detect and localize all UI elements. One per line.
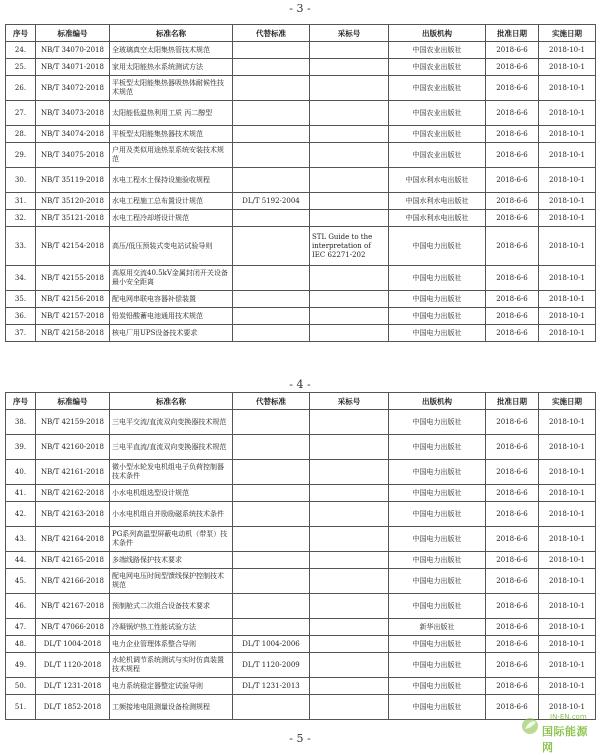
column-header: 代替标准: [233, 25, 310, 42]
table-cell: 2018-6-6: [486, 594, 539, 619]
leaf-logo-icon: [520, 716, 540, 736]
table-cell: DL/T 1231-2018: [36, 678, 110, 695]
table-cell: PG系列高温型屏蔽电动机（带泵）技术条件: [110, 527, 233, 552]
table-cell: [310, 460, 389, 485]
table-cell: 小水电机组选型设计规范: [110, 485, 233, 502]
table-row: [6, 76, 596, 101]
table-cell: [310, 325, 389, 342]
table-cell: NB/T 42162-2018: [36, 485, 110, 502]
table-cell: 电力企业管理体系整合导则: [110, 636, 233, 653]
table-cell: 核电厂用UPS设备技术要求: [110, 325, 233, 342]
table-cell: [233, 291, 310, 308]
table-cell: 中国电力出版社: [389, 678, 486, 695]
table-row: [6, 695, 596, 720]
table-cell: [310, 143, 389, 168]
table-cell: 2018-6-6: [486, 266, 539, 291]
column-header: 序号: [6, 393, 36, 410]
table-cell: 2018-10-1: [539, 619, 596, 636]
table-cell: [233, 168, 310, 193]
table-cell: 2018-6-6: [486, 42, 539, 59]
table-cell: 中国电力出版社: [389, 266, 486, 291]
table-row: [6, 619, 596, 636]
table-cell: 中国电力出版社: [389, 552, 486, 569]
table-cell: NB/T 42155-2018: [36, 266, 110, 291]
table-cell: 2018-6-6: [486, 76, 539, 101]
table-cell: 2018-6-6: [486, 126, 539, 143]
table-row: [6, 410, 596, 435]
table-cell: 中国电力出版社: [389, 636, 486, 653]
table-cell: 2018-10-1: [539, 168, 596, 193]
table-cell: DL/T 1852-2018: [36, 695, 110, 720]
table-row: [6, 168, 596, 193]
table-cell: [310, 101, 389, 126]
table-row: [6, 59, 596, 76]
table-cell: [233, 552, 310, 569]
table-row: [6, 502, 596, 527]
column-header: 出版机构: [389, 393, 486, 410]
table-cell: 37.: [6, 325, 36, 342]
table-cell: [233, 435, 310, 460]
table-cell: 2018-6-6: [486, 636, 539, 653]
table-cell: [233, 695, 310, 720]
table-cell: 42.: [6, 502, 36, 527]
page-number-3: - 3 -: [289, 2, 311, 15]
table-cell: 2018-6-6: [486, 678, 539, 695]
table-cell: [310, 552, 389, 569]
table-cell: [233, 502, 310, 527]
table-cell: 中国电力出版社: [389, 527, 486, 552]
table-cell: 2018-6-6: [486, 485, 539, 502]
table-cell: 49.: [6, 653, 36, 678]
table-cell: [233, 126, 310, 143]
table-cell: 2018-6-6: [486, 653, 539, 678]
column-header: 标准名称: [110, 25, 233, 42]
table-row: [6, 210, 596, 227]
table-cell: 2018-10-1: [539, 410, 596, 435]
table-cell: [233, 619, 310, 636]
table-row: [6, 308, 596, 325]
table-cell: STL Guide to the interpretation of IEC 62271-202: [310, 227, 389, 266]
table-row: [6, 594, 596, 619]
table-cell: [310, 308, 389, 325]
table-cell: [310, 210, 389, 227]
table-cell: 48.: [6, 636, 36, 653]
table-cell: NB/T 42161-2018: [36, 460, 110, 485]
table-cell: NB/T 42158-2018: [36, 325, 110, 342]
table-row: [6, 653, 596, 678]
table-cell: 中国农业出版社: [389, 42, 486, 59]
table-cell: 中国农业出版社: [389, 59, 486, 76]
table-cell: 2018-10-1: [539, 653, 596, 678]
watermark-domain: IN-EN.com: [550, 713, 587, 721]
table-cell: [310, 594, 389, 619]
table-cell: NB/T 42163-2018: [36, 502, 110, 527]
table-cell: 2018-6-6: [486, 227, 539, 266]
table-cell: 工频接地电阻测量设备检测规程: [110, 695, 233, 720]
table-cell: 2018-10-1: [539, 569, 596, 594]
table-cell: 44.: [6, 552, 36, 569]
table-cell: [310, 266, 389, 291]
table-cell: NB/T 34071-2018: [36, 59, 110, 76]
table-cell: DL/T 1231-2013: [233, 678, 310, 695]
table-cell: 配电网串联电容器补偿装置: [110, 291, 233, 308]
table-cell: 中国电力出版社: [389, 594, 486, 619]
table-cell: 平板型太阳能集热器吸热体耐候性技术规范: [110, 76, 233, 101]
table-cell: 2018-6-6: [486, 552, 539, 569]
table-cell: 2018-6-6: [486, 619, 539, 636]
column-header: 代替标准: [233, 393, 310, 410]
table-cell: 26.: [6, 76, 36, 101]
table-cell: 2018-10-1: [539, 435, 596, 460]
table-cell: 2018-10-1: [539, 291, 596, 308]
table-cell: 中国电力出版社: [389, 435, 486, 460]
table-cell: 中国水利水电出版社: [389, 168, 486, 193]
table-cell: NB/T 35121-2018: [36, 210, 110, 227]
table-cell: [233, 210, 310, 227]
column-header: 实施日期: [539, 25, 596, 42]
table-cell: 50.: [6, 678, 36, 695]
table-cell: 2018-6-6: [486, 59, 539, 76]
table-cell: 2018-10-1: [539, 308, 596, 325]
table-cell: [233, 101, 310, 126]
table-row: [6, 101, 596, 126]
table-row: [6, 42, 596, 59]
table-cell: 2018-10-1: [539, 594, 596, 619]
table-cell: 24.: [6, 42, 36, 59]
table-cell: 27.: [6, 101, 36, 126]
table-cell: 30.: [6, 168, 36, 193]
table-cell: 水电工程水土保持设施验收规程: [110, 168, 233, 193]
table-cell: [310, 193, 389, 210]
table-cell: 三电平直流/直流双向变换器技术规范: [110, 435, 233, 460]
table-cell: 预制舱式二次组合设备技术要求: [110, 594, 233, 619]
table-row: [6, 143, 596, 168]
column-header: 采标号: [310, 25, 389, 42]
table-cell: 25.: [6, 59, 36, 76]
table-row: [6, 291, 596, 308]
table-cell: 电力系统稳定器整定试验导则: [110, 678, 233, 695]
table-cell: [233, 569, 310, 594]
table-cell: 35.: [6, 291, 36, 308]
table-row: [6, 569, 596, 594]
table-cell: 中国电力出版社: [389, 695, 486, 720]
table-row: [6, 435, 596, 460]
table-cell: 38.: [6, 410, 36, 435]
table-cell: 2018-6-6: [486, 101, 539, 126]
table-cell: [233, 42, 310, 59]
column-header: 序号: [6, 25, 36, 42]
table-cell: DL/T 1004-2006: [233, 636, 310, 653]
table-cell: [233, 325, 310, 342]
table-cell: 51.: [6, 695, 36, 720]
table-cell: 2018-6-6: [486, 168, 539, 193]
table-cell: [233, 143, 310, 168]
table-cell: 2018-6-6: [486, 291, 539, 308]
table-cell: 2018-6-6: [486, 410, 539, 435]
table-cell: NB/T 34073-2018: [36, 101, 110, 126]
table-cell: [310, 126, 389, 143]
table-cell: 2018-6-6: [486, 569, 539, 594]
table-cell: [310, 502, 389, 527]
table-cell: 三电平交流/直流双向变换器技术规范: [110, 410, 233, 435]
page-number-5: - 5 -: [289, 732, 311, 745]
table-cell: [233, 410, 310, 435]
table-cell: 43.: [6, 527, 36, 552]
table-cell: [310, 42, 389, 59]
table-row: [6, 552, 596, 569]
table-cell: DL/T 5192-2004: [233, 193, 310, 210]
table-cell: [310, 569, 389, 594]
table-cell: 39.: [6, 435, 36, 460]
table-cell: 中国电力出版社: [389, 308, 486, 325]
table-cell: [310, 435, 389, 460]
table-row: [6, 527, 596, 552]
table-row: [6, 193, 596, 210]
table-cell: 平板型太阳能集热器技术规范: [110, 126, 233, 143]
table-cell: 2018-10-1: [539, 460, 596, 485]
table-cell: 铅炭铅酸蓄电池通用技术规范: [110, 308, 233, 325]
table-cell: NB/T 42165-2018: [36, 552, 110, 569]
table-cell: [310, 695, 389, 720]
table-cell: [233, 460, 310, 485]
table-cell: 中国电力出版社: [389, 325, 486, 342]
table-cell: NB/T 35119-2018: [36, 168, 110, 193]
table-cell: 47.: [6, 619, 36, 636]
table-cell: 水电工程施工总布置设计规范: [110, 193, 233, 210]
table-row: [6, 126, 596, 143]
table-cell: 中国农业出版社: [389, 143, 486, 168]
table-cell: 配电网电压时间型馈线保护控制技术规范: [110, 569, 233, 594]
table-cell: 2018-10-1: [539, 42, 596, 59]
table-cell: [310, 485, 389, 502]
table-cell: 中国电力出版社: [389, 569, 486, 594]
table-cell: 户用及类似用途热泵系统安装技术规范: [110, 143, 233, 168]
table-cell: [310, 527, 389, 552]
table-cell: 中国电力出版社: [389, 485, 486, 502]
table-cell: DL/T 1120-2018: [36, 653, 110, 678]
table-cell: 中国电力出版社: [389, 653, 486, 678]
table-cell: 2018-10-1: [539, 126, 596, 143]
table-cell: [233, 527, 310, 552]
column-header: 出版机构: [389, 25, 486, 42]
table-cell: [233, 594, 310, 619]
table-cell: 2018-10-1: [539, 101, 596, 126]
table-cell: [233, 308, 310, 325]
column-header: 批准日期: [486, 25, 539, 42]
table-cell: 水电工程冷却塔设计规范: [110, 210, 233, 227]
standards-table-1: [5, 24, 596, 342]
table-cell: 2018-10-1: [539, 76, 596, 101]
table-cell: NB/T 42164-2018: [36, 527, 110, 552]
table-cell: 2018-6-6: [486, 193, 539, 210]
table-cell: 中国农业出版社: [389, 126, 486, 143]
table-cell: 水轮机调节系统测试与实时仿真装置技术规程: [110, 653, 233, 678]
table-cell: 2018-10-1: [539, 552, 596, 569]
table-row: [6, 485, 596, 502]
table-cell: NB/T 34075-2018: [36, 143, 110, 168]
table-cell: 多端线路保护技术要求: [110, 552, 233, 569]
table-cell: 中国农业出版社: [389, 101, 486, 126]
table-row: [6, 227, 596, 266]
table-cell: 40.: [6, 460, 36, 485]
column-header: 标准编号: [36, 393, 110, 410]
table-cell: 2018-10-1: [539, 266, 596, 291]
table-row: [6, 636, 596, 653]
table-cell: 29.: [6, 143, 36, 168]
table-cell: NB/T 47066-2018: [36, 619, 110, 636]
table-row: [6, 266, 596, 291]
table-cell: 2018-10-1: [539, 325, 596, 342]
table-cell: 2018-6-6: [486, 460, 539, 485]
table-cell: 2018-6-6: [486, 210, 539, 227]
table-cell: 2018-6-6: [486, 143, 539, 168]
table-cell: NB/T 42157-2018: [36, 308, 110, 325]
table-cell: 中国水利水电出版社: [389, 193, 486, 210]
table-cell: [310, 76, 389, 101]
table-cell: NB/T 34074-2018: [36, 126, 110, 143]
table-cell: 2018-6-6: [486, 695, 539, 720]
table-row: [6, 325, 596, 342]
table-cell: 冷凝锅炉热工性能试验方法: [110, 619, 233, 636]
table-cell: 小水电机组自并励励磁系统技术条件: [110, 502, 233, 527]
table-cell: [310, 678, 389, 695]
table-cell: 32.: [6, 210, 36, 227]
table-cell: NB/T 34072-2018: [36, 76, 110, 101]
table-cell: 高压/低压预装式变电站试验导则: [110, 227, 233, 266]
table-cell: NB/T 34070-2018: [36, 42, 110, 59]
table-cell: 2018-10-1: [539, 210, 596, 227]
table-cell: NB/T 42159-2018: [36, 410, 110, 435]
column-header: 标准编号: [36, 25, 110, 42]
table-cell: 46.: [6, 594, 36, 619]
column-header: 批准日期: [486, 393, 539, 410]
table-cell: [310, 653, 389, 678]
table-cell: 中国电力出版社: [389, 291, 486, 308]
table-cell: NB/T 42154-2018: [36, 227, 110, 266]
table-cell: 2018-6-6: [486, 325, 539, 342]
table-cell: [310, 636, 389, 653]
table-cell: 28.: [6, 126, 36, 143]
table-cell: 2018-10-1: [539, 695, 596, 720]
table-cell: 2018-10-1: [539, 527, 596, 552]
watermark-logo: [520, 713, 592, 754]
table-cell: [233, 485, 310, 502]
table-cell: 2018-10-1: [539, 678, 596, 695]
table-cell: 家用太阳能热水系统测试方法: [110, 59, 233, 76]
table-cell: [233, 76, 310, 101]
table-cell: [310, 59, 389, 76]
table-cell: [233, 266, 310, 291]
table-cell: 中国水利水电出版社: [389, 210, 486, 227]
standards-table-2: [5, 392, 596, 720]
table-cell: 2018-10-1: [539, 143, 596, 168]
table-row: [6, 460, 596, 485]
table-cell: DL/T 1120-2009: [233, 653, 310, 678]
table-cell: 45.: [6, 569, 36, 594]
table-cell: 36.: [6, 308, 36, 325]
table-cell: NB/T 42156-2018: [36, 291, 110, 308]
table-cell: 2018-10-1: [539, 59, 596, 76]
table-cell: 太阳能低温热利用工质 丙二醇型: [110, 101, 233, 126]
table-cell: [310, 619, 389, 636]
watermark-text: 国际能源网: [542, 725, 588, 754]
table-cell: 2018-10-1: [539, 502, 596, 527]
table-cell: 新华出版社: [389, 619, 486, 636]
table-cell: [233, 59, 310, 76]
table-header-row: [6, 393, 596, 410]
table-cell: 31.: [6, 193, 36, 210]
table-cell: [233, 227, 310, 266]
table-cell: 2018-10-1: [539, 227, 596, 266]
table-cell: 2018-6-6: [486, 527, 539, 552]
table-cell: DL/T 1004-2018: [36, 636, 110, 653]
table-cell: 微小型水轮发电机组电子负荷控制器技术条件: [110, 460, 233, 485]
table-cell: NB/T 42160-2018: [36, 435, 110, 460]
table-cell: 2018-10-1: [539, 193, 596, 210]
table-cell: 34.: [6, 266, 36, 291]
table-cell: [310, 410, 389, 435]
column-header: 实施日期: [539, 393, 596, 410]
table-cell: 2018-6-6: [486, 435, 539, 460]
page-number-4: - 4 -: [289, 378, 311, 391]
table-cell: 中国电力出版社: [389, 502, 486, 527]
table-cell: 2018-6-6: [486, 308, 539, 325]
table-cell: 全玻璃真空太阳集热管技术规范: [110, 42, 233, 59]
table-cell: 中国电力出版社: [389, 460, 486, 485]
table-cell: NB/T 42167-2018: [36, 594, 110, 619]
table-cell: 中国电力出版社: [389, 227, 486, 266]
table-cell: 2018-10-1: [539, 485, 596, 502]
table-cell: 高原用交流40.5kV金属封闭开关设备最小安全距离: [110, 266, 233, 291]
table-cell: [310, 291, 389, 308]
column-header: 标准名称: [110, 393, 233, 410]
table-cell: [310, 168, 389, 193]
table-cell: NB/T 42166-2018: [36, 569, 110, 594]
table-row: [6, 678, 596, 695]
table-cell: 33.: [6, 227, 36, 266]
table-cell: 中国电力出版社: [389, 410, 486, 435]
table-cell: NB/T 35120-2018: [36, 193, 110, 210]
column-header: 采标号: [310, 393, 389, 410]
table-cell: 41.: [6, 485, 36, 502]
table-cell: 中国农业出版社: [389, 76, 486, 101]
table-cell: 2018-10-1: [539, 636, 596, 653]
table-cell: 2018-6-6: [486, 502, 539, 527]
table-header-row: [6, 25, 596, 42]
